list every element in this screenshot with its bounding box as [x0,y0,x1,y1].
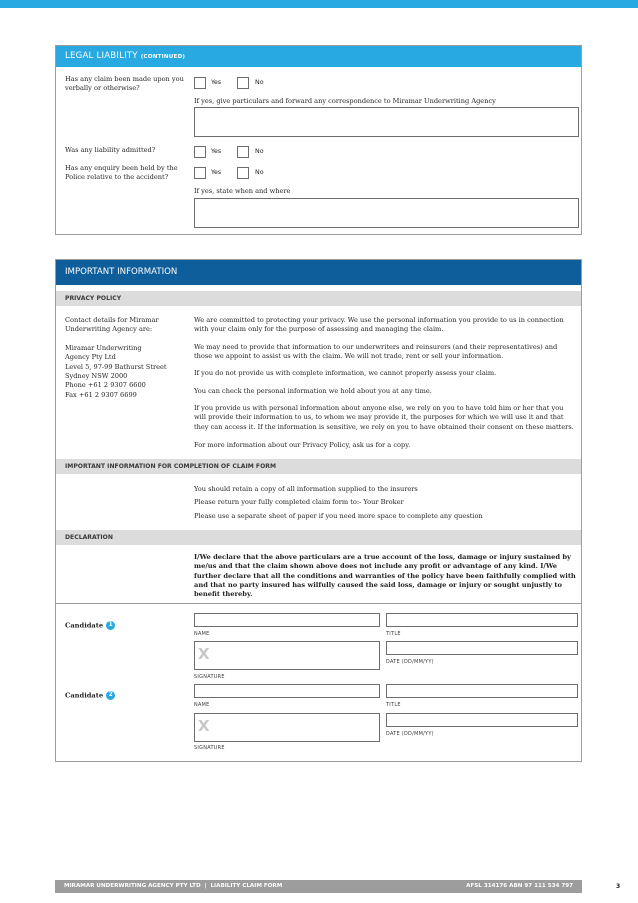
privacy-paragraph-3: If you do not provide us with complete information, we cannot properly assess your claim. [194,369,497,377]
declaration-text: I/We declare that the above particulars are a true account of the loss, damage or injury sustained by me/us and that the claim shown above does not include any profit or advantage of any kind. I/We further declare that all the conditions and warranties of the policy have been faithfully complied with and that no party insured has wilfully caused the said loss, damage or injury or sought unjustly to benefit thereby. [194,553,576,599]
completion-line-2: Please return your fully completed claim form to:- Your Broker [194,498,404,506]
signature-caption: SIGNATURE [194,745,225,751]
top-accent-bar [0,0,638,8]
privacy-paragraph-1: We are committed to protecting your privacy. We use the personal information you provide to us in connection with your claim only for the purpose of assessing and managing the claim. [194,316,564,334]
footer-company: MIRAMAR UNDERWRITING AGENCY PTY LTD | LIABILITY CLAIM FORM [64,883,283,889]
no-label: No [255,148,264,155]
date-caption: DATE (DD/MM/YY) [386,659,434,665]
number-2-icon: 2 [106,691,115,700]
liability-admitted-no-checkbox[interactable] [237,146,249,158]
candidate-2-label [65,691,115,701]
declaration-divider [56,603,581,604]
particulars-label: If yes, give particulars and forward any correspondence to Miramar Underwriting Agency [194,97,496,105]
footer-registration: AFSL 314176 ABN 97 111 534 797 [466,883,573,889]
page-footer [55,880,582,893]
yes-label: Yes [211,79,222,86]
when-where-field[interactable] [194,198,579,228]
completion-header: IMPORTANT INFORMATION FOR COMPLETION OF CLAIM FORM [56,459,581,474]
candidate-2-title-field[interactable] [386,684,578,698]
question-claim-made: Has any claim been made upon you verbally or otherwise? [65,75,184,93]
no-label: No [255,169,264,176]
candidate-1-name-field[interactable] [194,613,380,627]
police-enquiry-yes-checkbox[interactable] [194,167,206,179]
claim-made-no-checkbox[interactable] [237,77,249,89]
candidate-1-label [65,621,115,631]
privacy-paragraph-2: We may need to provide that information to our underwriters and reinsurers (and their representatives) and those we appoint to assist us with the claim. We will not trade, rent or sell your information. [194,343,558,361]
name-caption: NAME [194,631,210,637]
page-number: 3 [616,883,621,890]
privacy-paragraph-5: If you provide us with personal information about anyone else, we rely on you to have told him or her that you will provide their information to us, to whom we may provide it, the purposes for which we will use it and that they can access it. If the information is sensitive, we rely on you to have obtained their consent on these matters. [194,404,574,431]
candidate-label-text: Candidate [65,621,104,630]
declaration-header: DECLARATION [56,530,581,545]
signature-caption: SIGNATURE [194,674,225,680]
when-where-label: If yes, state when and where [194,187,291,195]
title-caption: TITLE [386,702,401,708]
section-header [56,46,581,67]
privacy-paragraph-6: For more information about our Privacy Policy, ask us for a copy. [194,441,411,449]
candidate-1-signature-field[interactable] [194,641,380,670]
privacy-policy-header: PRIVACY POLICY [56,291,581,306]
section-title-sub: (CONTINUED) [140,54,186,60]
section-header: IMPORTANT INFORMATION [56,260,581,285]
contact-phone: Phone +61 2 9307 6600 [65,381,146,389]
signature-x-mark: X [198,717,210,735]
date-caption: DATE (DD/MM/YY) [386,731,434,737]
no-label: No [255,79,264,86]
completion-line-3: Please use a separate sheet of paper if you need more space to complete any question [194,512,483,520]
contact-name: Miramar Underwriting Agency Pty Ltd [65,344,142,362]
privacy-paragraph-4: You can check the personal information we hold about you at any time. [194,387,432,395]
contact-address-line1: Level 5, 97-99 Bathurst Street [65,363,167,371]
important-information-section [55,259,582,762]
candidate-1-date-field[interactable] [386,641,578,655]
candidate-label-text: Candidate [65,691,104,700]
contact-label: Contact details for Miramar Underwriting Agency are: [65,316,159,334]
claim-made-yes-checkbox[interactable] [194,77,206,89]
yes-label: Yes [211,148,222,155]
yes-label: Yes [211,169,222,176]
number-1-icon: 1 [106,621,115,630]
name-caption: NAME [194,702,210,708]
question-police-enquiry: Has any enquiry been held by the Police relative to the accident? [65,164,178,182]
completion-line-1: You should retain a copy of all information supplied to the insurers [194,485,418,493]
contact-address-line2: Sydney NSW 2000 [65,372,128,380]
legal-liability-section [55,45,582,235]
candidate-1-title-field[interactable] [386,613,578,627]
candidate-2-signature-field[interactable] [194,713,380,742]
police-enquiry-no-checkbox[interactable] [237,167,249,179]
question-liability-admitted: Was any liability admitted? [65,146,156,154]
contact-fax: Fax +61 2 9307 6699 [65,391,137,399]
section-title: LEGAL LIABILITY [65,51,138,61]
title-caption: TITLE [386,631,401,637]
liability-admitted-yes-checkbox[interactable] [194,146,206,158]
candidate-2-date-field[interactable] [386,713,578,727]
candidate-2-name-field[interactable] [194,684,380,698]
signature-x-mark: X [198,645,210,663]
particulars-field[interactable] [194,107,579,137]
